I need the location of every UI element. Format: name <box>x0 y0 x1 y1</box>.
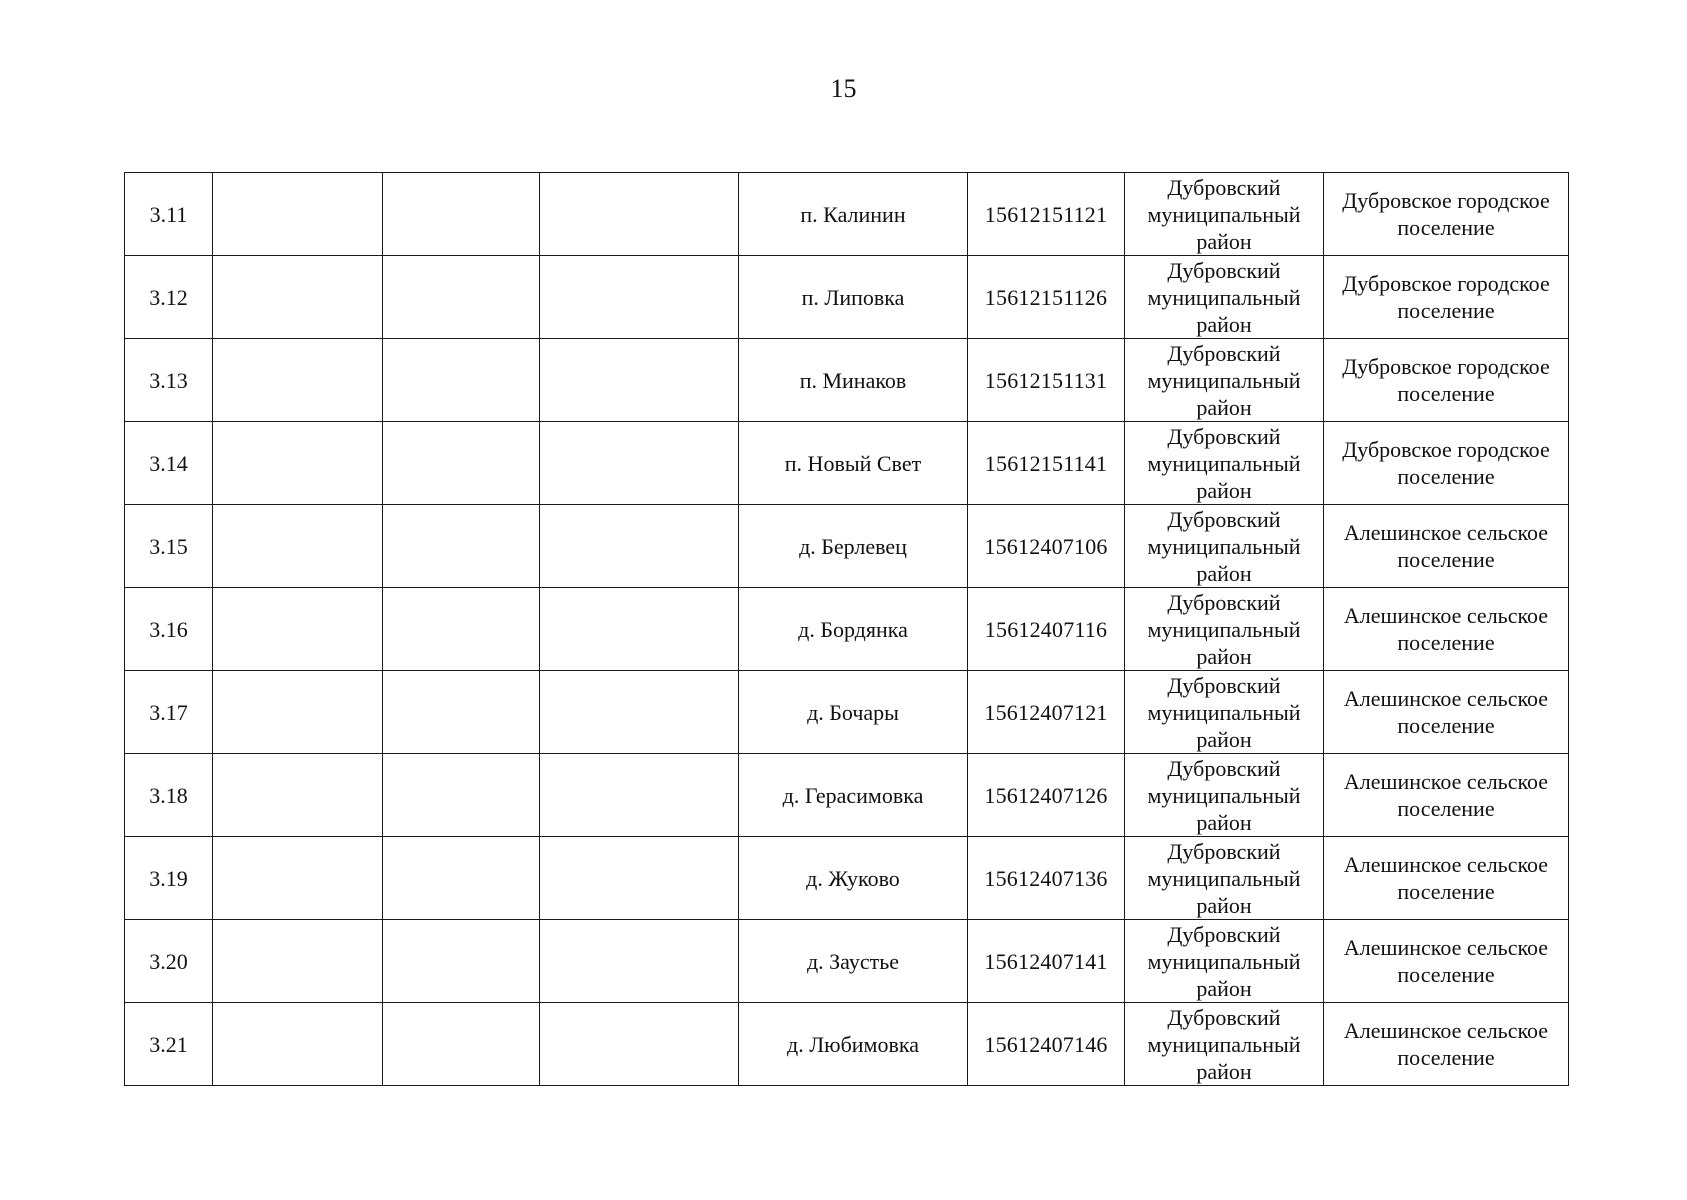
settlement-cell: п. Липовка <box>739 256 968 339</box>
empty-cell-2 <box>213 256 383 339</box>
row-number-cell: 3.13 <box>125 339 213 422</box>
empty-cell-4 <box>540 754 739 837</box>
empty-cell-4 <box>540 339 739 422</box>
oktmo-code-cell: 15612407126 <box>968 754 1125 837</box>
empty-cell-2 <box>213 671 383 754</box>
empty-cell-4 <box>540 256 739 339</box>
empty-cell-3 <box>383 920 540 1003</box>
empty-cell-4 <box>540 671 739 754</box>
municipality-cell: Алешинское сельское поселение <box>1324 754 1569 837</box>
row-number-cell: 3.14 <box>125 422 213 505</box>
table-row <box>125 173 1569 256</box>
settlement-cell: д. Жуково <box>739 837 968 920</box>
oktmo-code-cell: 15612407106 <box>968 505 1125 588</box>
oktmo-code-cell: 15612151121 <box>968 173 1125 256</box>
oktmo-code-cell: 15612151141 <box>968 422 1125 505</box>
row-number-cell: 3.11 <box>125 173 213 256</box>
page-number: 15 <box>830 74 857 103</box>
empty-cell-4 <box>540 505 739 588</box>
district-cell: Дубровский муниципальный район <box>1125 256 1324 339</box>
municipality-cell: Алешинское сельское поселение <box>1324 671 1569 754</box>
municipality-cell: Алешинское сельское поселение <box>1324 1003 1569 1086</box>
oktmo-code-cell: 15612407141 <box>968 920 1125 1003</box>
municipality-cell: Дубровское городское поселение <box>1324 173 1569 256</box>
district-cell: Дубровский муниципальный район <box>1125 505 1324 588</box>
empty-cell-3 <box>383 837 540 920</box>
municipality-cell: Дубровское городское поселение <box>1324 422 1569 505</box>
settlements-table <box>124 172 1569 1086</box>
oktmo-code-cell: 15612407116 <box>968 588 1125 671</box>
table-row <box>125 505 1569 588</box>
table-row <box>125 920 1569 1003</box>
row-number-cell: 3.17 <box>125 671 213 754</box>
oktmo-code-cell: 15612407136 <box>968 837 1125 920</box>
row-number-cell: 3.12 <box>125 256 213 339</box>
empty-cell-3 <box>383 671 540 754</box>
table-row <box>125 339 1569 422</box>
empty-cell-3 <box>383 505 540 588</box>
settlement-cell: п. Калинин <box>739 173 968 256</box>
row-number-cell: 3.15 <box>125 505 213 588</box>
district-cell: Дубровский муниципальный район <box>1125 422 1324 505</box>
empty-cell-4 <box>540 173 739 256</box>
table-row <box>125 837 1569 920</box>
table-row <box>125 256 1569 339</box>
municipality-cell: Алешинское сельское поселение <box>1324 920 1569 1003</box>
table-row <box>125 588 1569 671</box>
oktmo-code-cell: 15612151131 <box>968 339 1125 422</box>
empty-cell-4 <box>540 422 739 505</box>
table-row <box>125 671 1569 754</box>
settlement-cell: д. Заустье <box>739 920 968 1003</box>
district-cell: Дубровский муниципальный район <box>1125 920 1324 1003</box>
settlement-cell: д. Берлевец <box>739 505 968 588</box>
municipality-cell: Алешинское сельское поселение <box>1324 588 1569 671</box>
settlement-cell: п. Новый Свет <box>739 422 968 505</box>
empty-cell-2 <box>213 837 383 920</box>
empty-cell-3 <box>383 588 540 671</box>
empty-cell-4 <box>540 920 739 1003</box>
district-cell: Дубровский муниципальный район <box>1125 837 1324 920</box>
oktmo-code-cell: 15612407121 <box>968 671 1125 754</box>
row-number-cell: 3.18 <box>125 754 213 837</box>
table-row <box>125 754 1569 837</box>
settlement-cell: д. Бочары <box>739 671 968 754</box>
empty-cell-2 <box>213 339 383 422</box>
empty-cell-2 <box>213 422 383 505</box>
table-row <box>125 1003 1569 1086</box>
empty-cell-2 <box>213 920 383 1003</box>
district-cell: Дубровский муниципальный район <box>1125 588 1324 671</box>
empty-cell-4 <box>540 837 739 920</box>
settlement-cell: п. Минаков <box>739 339 968 422</box>
municipality-cell: Дубровское городское поселение <box>1324 339 1569 422</box>
district-cell: Дубровский муниципальный район <box>1125 1003 1324 1086</box>
empty-cell-2 <box>213 1003 383 1086</box>
empty-cell-3 <box>383 754 540 837</box>
empty-cell-2 <box>213 588 383 671</box>
settlement-cell: д. Любимовка <box>739 1003 968 1086</box>
empty-cell-4 <box>540 1003 739 1086</box>
municipality-cell: Алешинское сельское поселение <box>1324 505 1569 588</box>
empty-cell-3 <box>383 1003 540 1086</box>
row-number-cell: 3.20 <box>125 920 213 1003</box>
district-cell: Дубровский муниципальный район <box>1125 339 1324 422</box>
empty-cell-3 <box>383 173 540 256</box>
district-cell: Дубровский муниципальный район <box>1125 671 1324 754</box>
settlement-cell: д. Герасимовка <box>739 754 968 837</box>
row-number-cell: 3.19 <box>125 837 213 920</box>
district-cell: Дубровский муниципальный район <box>1125 173 1324 256</box>
table-body <box>125 173 1569 1086</box>
row-number-cell: 3.21 <box>125 1003 213 1086</box>
row-number-cell: 3.16 <box>125 588 213 671</box>
empty-cell-2 <box>213 505 383 588</box>
empty-cell-3 <box>383 422 540 505</box>
empty-cell-2 <box>213 173 383 256</box>
empty-cell-3 <box>383 256 540 339</box>
oktmo-code-cell: 15612151126 <box>968 256 1125 339</box>
settlement-cell: д. Бордянка <box>739 588 968 671</box>
empty-cell-3 <box>383 339 540 422</box>
empty-cell-2 <box>213 754 383 837</box>
district-cell: Дубровский муниципальный район <box>1125 754 1324 837</box>
municipality-cell: Алешинское сельское поселение <box>1324 837 1569 920</box>
table-row <box>125 422 1569 505</box>
municipality-cell: Дубровское городское поселение <box>1324 256 1569 339</box>
empty-cell-4 <box>540 588 739 671</box>
oktmo-code-cell: 15612407146 <box>968 1003 1125 1086</box>
